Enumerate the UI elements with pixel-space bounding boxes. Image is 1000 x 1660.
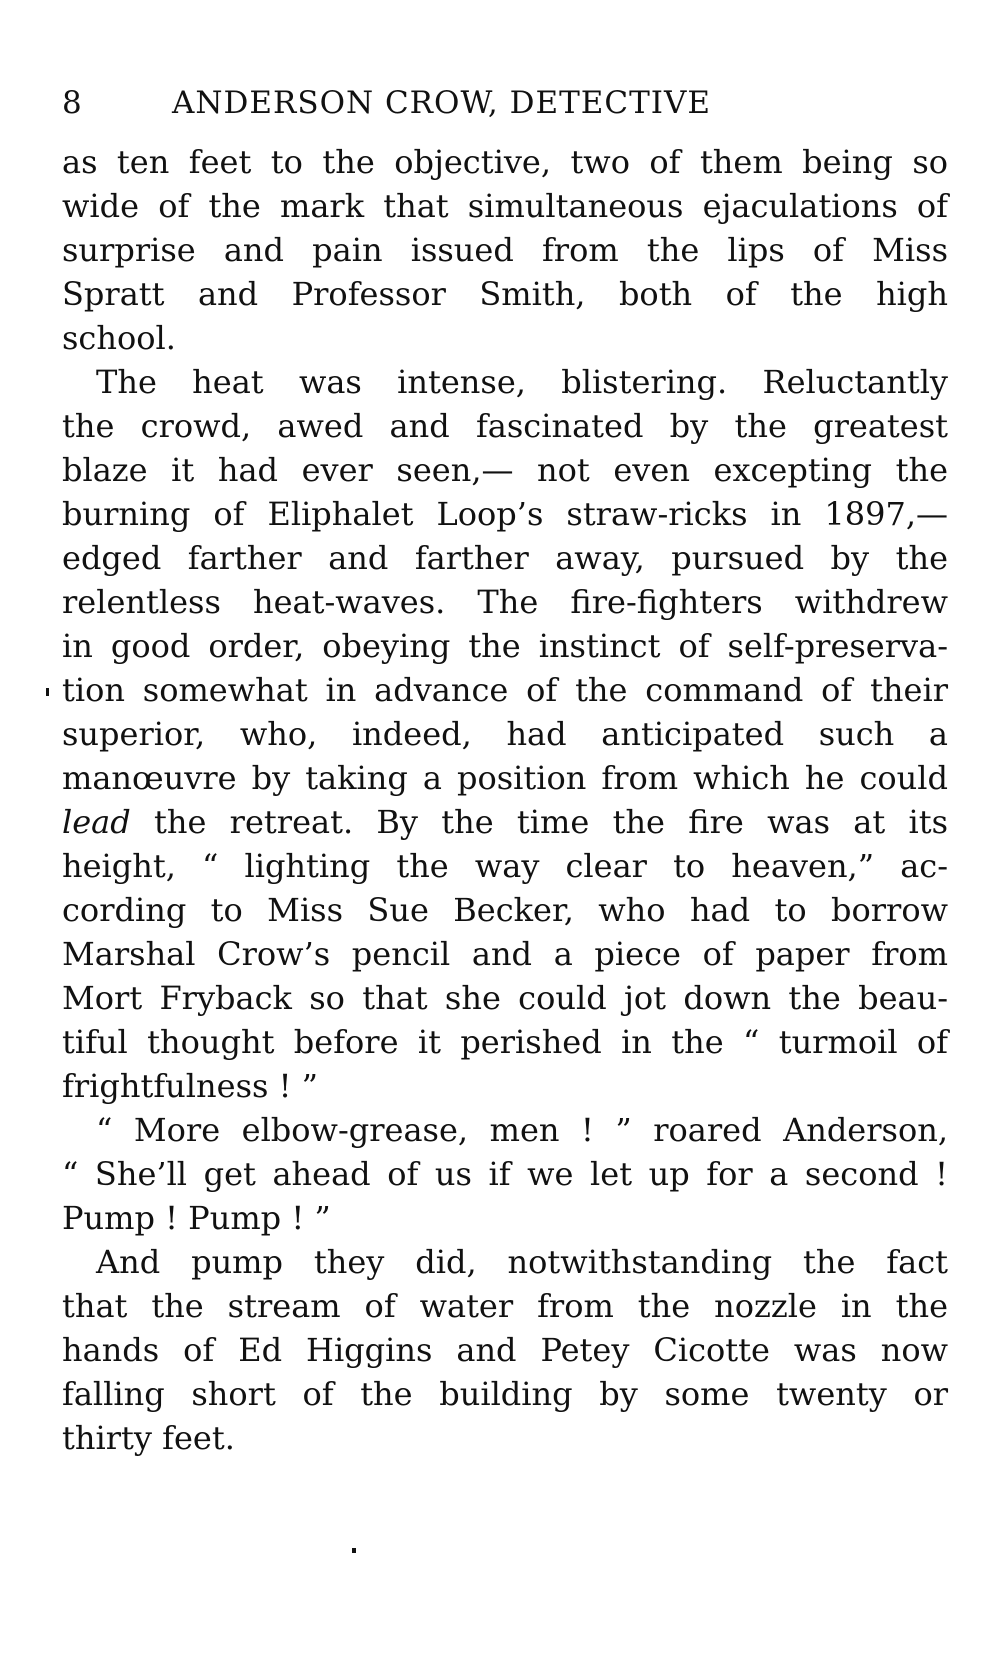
paragraph-3: [62, 1108, 948, 1240]
text-line: Mort Fryback so that she could jot down the beau-: [62, 979, 948, 1017]
text-line: frightfulness ! ”: [62, 1067, 318, 1105]
running-title: ANDERSON CROW, DETECTIVE: [172, 85, 712, 121]
text-line: height, “ lighting the way clear to heaven,” ac-: [62, 847, 948, 885]
text-line: surprise and pain issued from the lips of Miss: [62, 231, 948, 269]
bottom-ink-speck: [352, 1548, 356, 1553]
paragraph-1: [62, 140, 948, 360]
page-header: [62, 78, 948, 128]
paragraph-2: [62, 360, 948, 1108]
text-line: as ten feet to the objective, two of them being so: [62, 143, 948, 181]
text-line: burning of Eliphalet Loop’s straw-ricks in 1897,—: [62, 495, 948, 533]
text-line: that the stream of water from the nozzle in the: [62, 1287, 948, 1325]
text-line: tion somewhat in advance of the command of their: [62, 671, 948, 709]
text-line: tiful thought before it perished in the “ turmoil of: [62, 1023, 948, 1061]
text-line-rest: the retreat. By the time the fire was at its: [130, 803, 948, 841]
text-line: thirty feet.: [62, 1419, 235, 1457]
body-text: [62, 140, 948, 1460]
text-line: the crowd, awed and fascinated by the greatest: [62, 407, 948, 445]
text-line: hands of Ed Higgins and Petey Cicotte was now: [62, 1331, 948, 1369]
text-line: wide of the mark that simultaneous ejaculations of: [62, 187, 948, 225]
text-line: “ More elbow-grease, men ! ” roared Anderson,: [96, 1111, 948, 1149]
italic-word: lead: [62, 803, 131, 841]
text-line: And pump they did, notwithstanding the fact: [96, 1243, 948, 1281]
paragraph-4: [62, 1240, 948, 1460]
book-page: [62, 78, 948, 1638]
text-line: cording to Miss Sue Becker, who had to borrow: [62, 891, 948, 929]
text-line: blaze it had ever seen,— not even excepting the: [62, 451, 948, 489]
text-line: relentless heat-waves. The fire-fighters withdrew: [62, 583, 948, 621]
text-line: school.: [62, 319, 176, 357]
page-number: 8: [62, 85, 83, 121]
margin-ink-speck: [46, 688, 49, 696]
text-line: “ She’ll get ahead of us if we let up for a second !: [62, 1155, 948, 1193]
text-line: The heat was intense, blistering. Reluctantly: [96, 363, 948, 401]
text-line: Pump ! Pump ! ”: [62, 1199, 331, 1237]
text-line: superior, who, indeed, had anticipated such a: [62, 715, 948, 753]
text-line: Marshal Crow’s pencil and a piece of paper from: [62, 935, 948, 973]
text-line: manœuvre by taking a position from which he could: [62, 759, 948, 797]
text-line-with-italic: [62, 800, 948, 844]
text-line: Spratt and Professor Smith, both of the high: [62, 275, 948, 313]
text-line: falling short of the building by some twenty or: [62, 1375, 948, 1413]
text-line: edged farther and farther away, pursued by the: [62, 539, 948, 577]
text-line: in good order, obeying the instinct of self-preserva-: [62, 627, 948, 665]
